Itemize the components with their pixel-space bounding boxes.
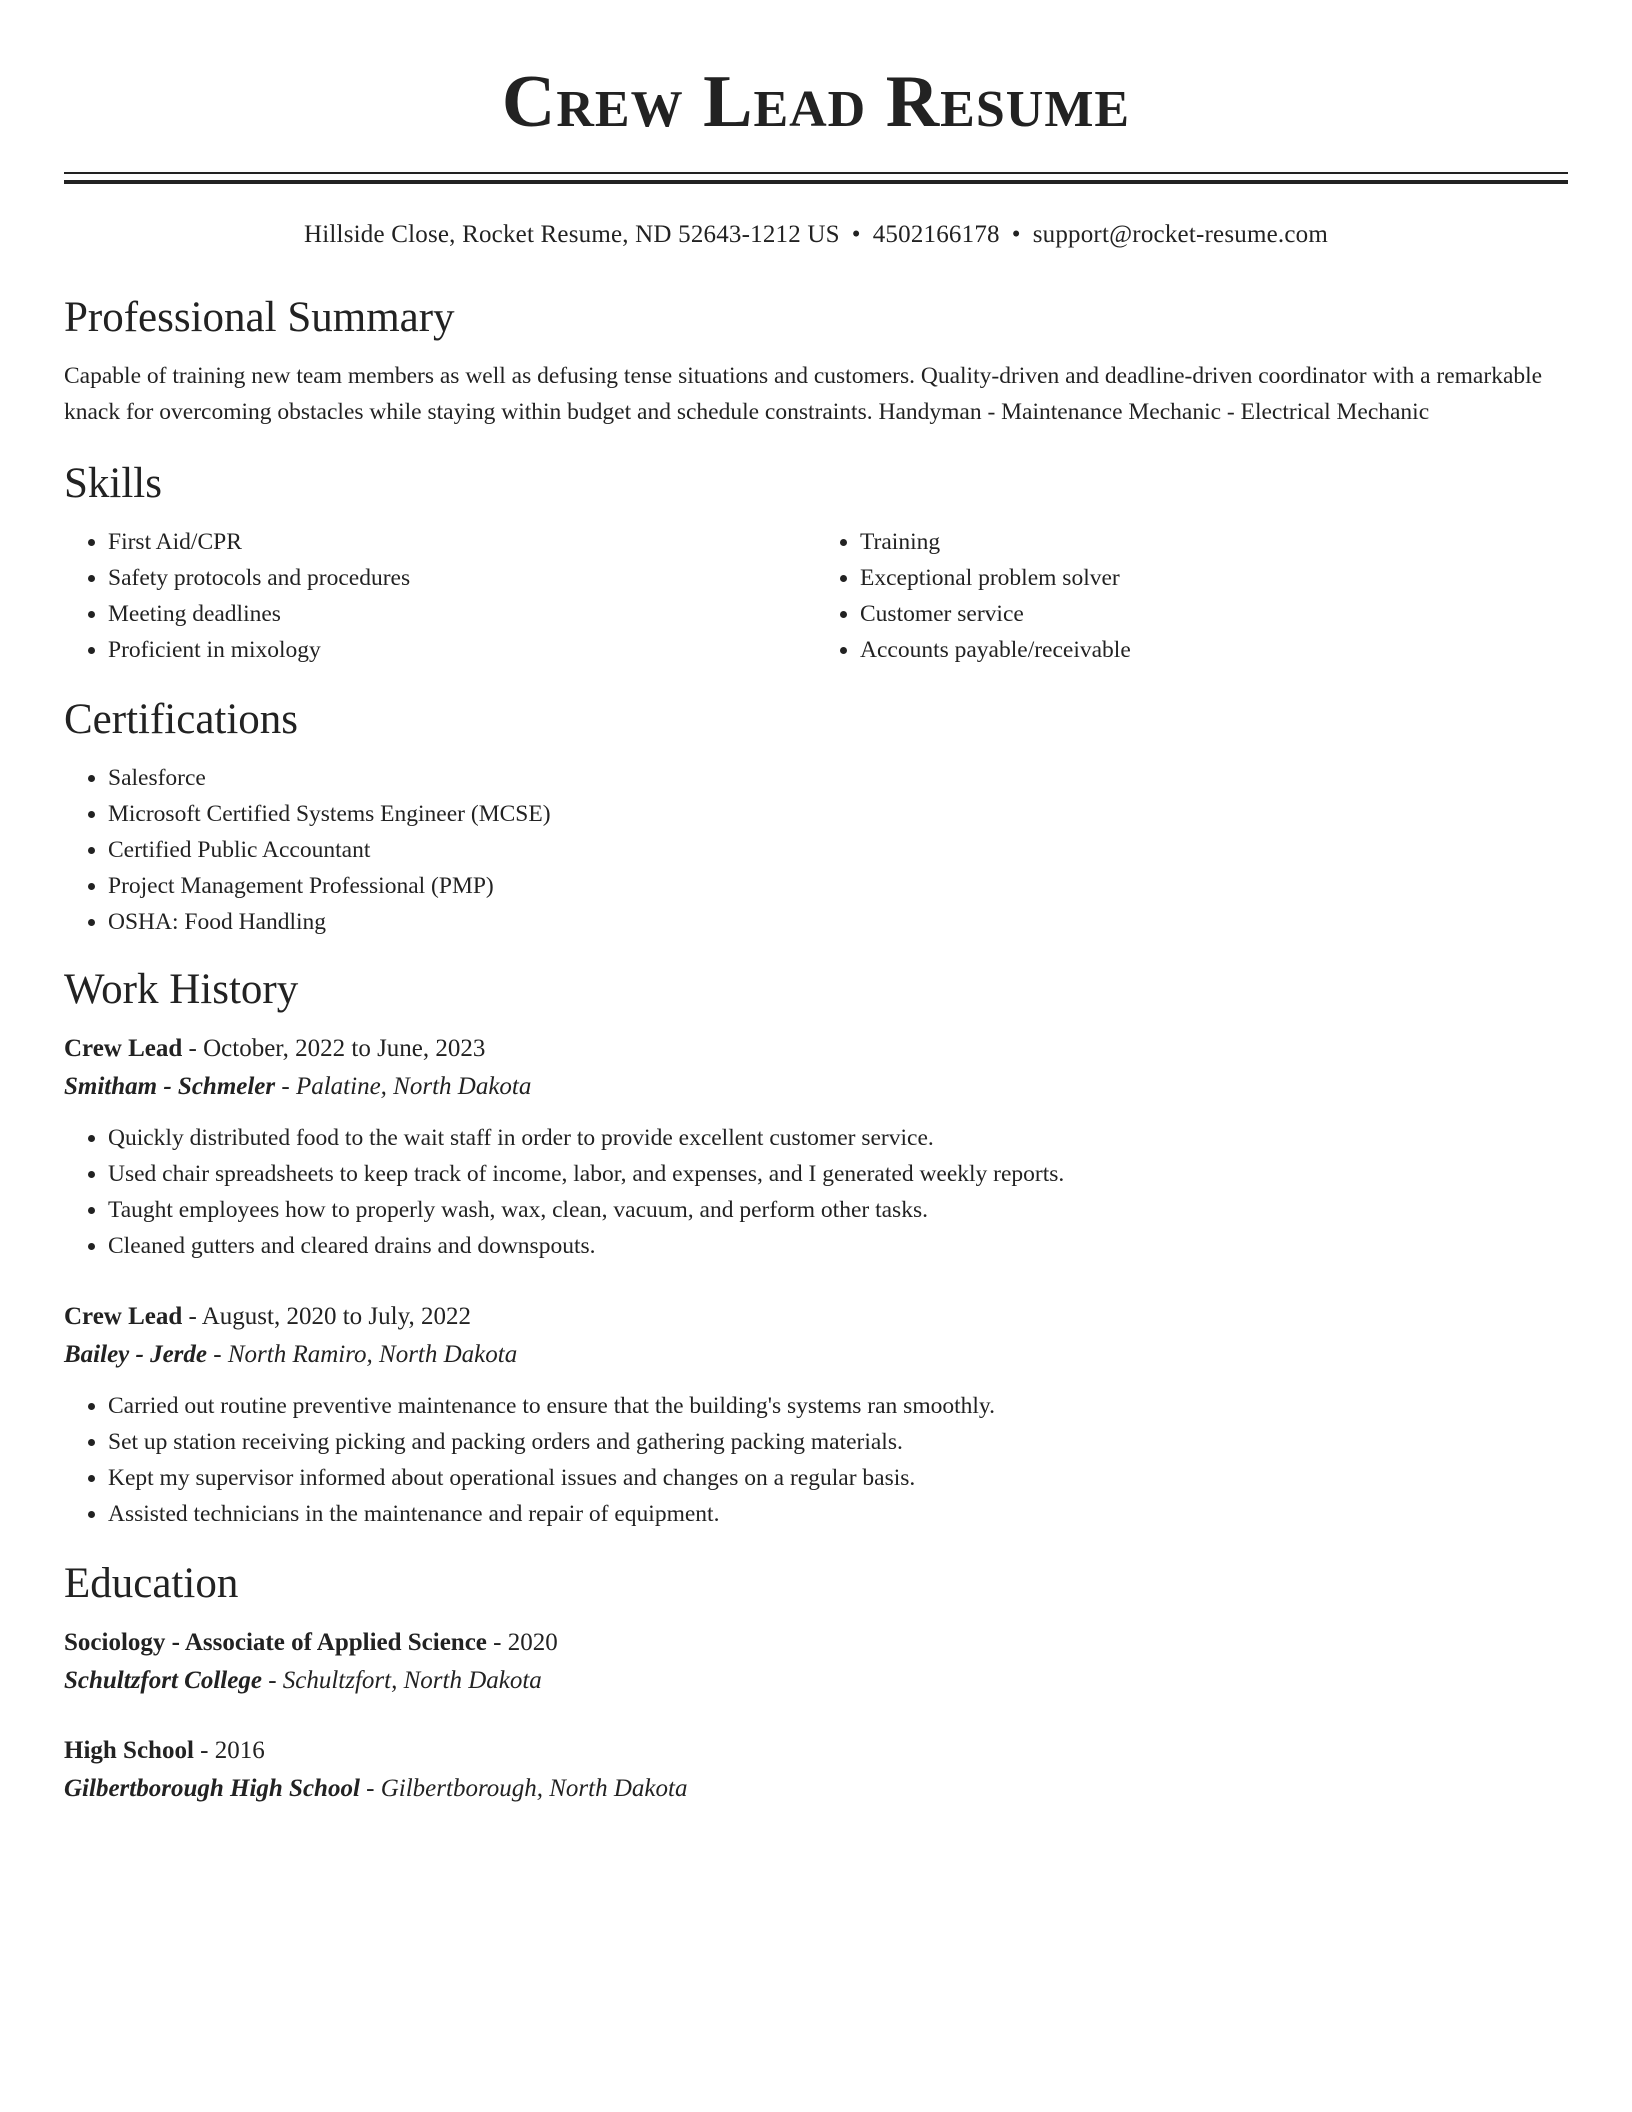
job-company: Smitham - Schmeler — [64, 1073, 276, 1100]
education-school: Schultzfort College — [64, 1667, 262, 1694]
education-location: - Gilbertborough, North Dakota — [359, 1775, 688, 1802]
section-heading-work-history: Work History — [64, 966, 299, 1013]
job-location: - North Ramiro, North Dakota — [207, 1341, 518, 1368]
job-employer-line — [64, 1336, 1568, 1374]
job-duty-item: • Kept my supervisor informed about operational issues and changes on a regular basis. — [108, 1460, 1568, 1496]
job-title-line — [64, 1298, 1568, 1336]
education-degree: High School — [64, 1737, 194, 1764]
skill-item: • Exceptional problem solver — [860, 560, 1568, 596]
title-rule-thin — [64, 172, 1568, 174]
job-role: Crew Lead — [64, 1035, 183, 1062]
title-rule-thick — [64, 180, 1568, 184]
contact-separator: • — [851, 221, 861, 248]
certification-item: • Salesforce — [108, 760, 1568, 796]
contact-email: support@rocket-resume.com — [1032, 221, 1328, 248]
job-duty-item: • Set up station receiving picking and packing orders and gathering packing materials. — [108, 1424, 1568, 1460]
job-location: - Palatine, North Dakota — [275, 1073, 532, 1100]
section-heading-certifications: Certifications — [64, 696, 299, 743]
education-school: Gilbertborough High School — [64, 1775, 360, 1802]
job-duty-item: • Quickly distributed food to the wait staff in order to provide excellent customer service. — [108, 1120, 1568, 1156]
contact-phone: 4502166178 — [872, 221, 1000, 248]
section-heading-summary: Professional Summary — [64, 294, 455, 341]
job-company: Bailey - Jerde — [64, 1341, 208, 1368]
job-employer-line — [64, 1068, 1568, 1106]
job-duty-item: • Used chair spreadsheets to keep track of income, labor, and expenses, and I generated weekly reports. — [108, 1156, 1568, 1192]
education-degree-line — [64, 1624, 1568, 1662]
education-school-line — [64, 1662, 1568, 1700]
certification-item: • Microsoft Certified Systems Engineer (MCSE) — [108, 796, 1568, 832]
education-degree-line — [64, 1732, 1568, 1770]
education-year: - 2016 — [193, 1737, 265, 1764]
skills-column-right — [816, 524, 1568, 668]
certification-item: • Project Management Professional (PMP) — [108, 868, 1568, 904]
contact-address: Hillside Close, Rocket Resume, ND 52643-1212 US — [304, 221, 840, 248]
job-duty-item: • Assisted technicians in the maintenance and repair of equipment. — [108, 1496, 1568, 1532]
skills-column-left — [64, 524, 816, 668]
section-heading-skills: Skills — [64, 460, 162, 507]
skill-item: • Accounts payable/receivable — [860, 632, 1568, 668]
job-duty-item: • Taught employees how to properly wash, wax, clean, vacuum, and perform other tasks. — [108, 1192, 1568, 1228]
skill-item: • Proficient in mixology — [108, 632, 816, 668]
section-heading-education: Education — [64, 1560, 239, 1607]
education-school-line — [64, 1770, 1568, 1808]
job-title-line — [64, 1030, 1568, 1068]
contact-line — [64, 220, 1568, 250]
skills-section — [64, 458, 1568, 668]
education-entry — [64, 1624, 1568, 1700]
skill-item: • Safety protocols and procedures — [108, 560, 816, 596]
certifications-list — [64, 760, 1568, 940]
job-duty-item: • Carried out routine preventive maintenance to ensure that the building's systems ran smoothly. — [108, 1388, 1568, 1424]
job-entry — [64, 1298, 1568, 1532]
job-dates: - October, 2022 to June, 2023 — [182, 1035, 486, 1062]
skill-item: • Training — [860, 524, 1568, 560]
education-section — [64, 1558, 1568, 1808]
job-entry — [64, 1030, 1568, 1264]
certification-item: • OSHA: Food Handling — [108, 904, 1568, 940]
job-dates: - August, 2020 to July, 2022 — [182, 1303, 471, 1330]
skills-grid — [64, 524, 1568, 668]
skills-list-left — [64, 524, 816, 668]
skills-list-right — [816, 524, 1568, 668]
certification-item: • Certified Public Accountant — [108, 832, 1568, 868]
certifications-section — [64, 694, 1568, 940]
job-duties-list — [64, 1388, 1568, 1532]
education-location: - Schultzfort, North Dakota — [261, 1667, 542, 1694]
job-duties-list — [64, 1120, 1568, 1264]
summary-text: Capable of training new team members as well as defusing tense situations and customers. Quality-driven and deadline-driven coordinator with a remarkable knack for overcoming obstacles while staying within budget and schedule constraints. Handyman - Maintenance Mechanic - Electrical Mechanic — [64, 363, 1543, 425]
professional-summary-section — [64, 292, 1568, 430]
skill-item: • Customer service — [860, 596, 1568, 632]
education-year: - 2020 — [486, 1629, 558, 1656]
education-degree: Sociology - Associate of Applied Science — [64, 1629, 487, 1656]
skill-item: • First Aid/CPR — [108, 524, 816, 560]
job-duty-item: • Cleaned gutters and cleared drains and downspouts. — [108, 1228, 1568, 1264]
job-role: Crew Lead — [64, 1303, 183, 1330]
resume-title: Crew Lead Resume — [501, 61, 1131, 143]
education-entry — [64, 1732, 1568, 1808]
work-history-section — [64, 964, 1568, 1532]
contact-separator: • — [1011, 221, 1021, 248]
skill-item: • Meeting deadlines — [108, 596, 816, 632]
